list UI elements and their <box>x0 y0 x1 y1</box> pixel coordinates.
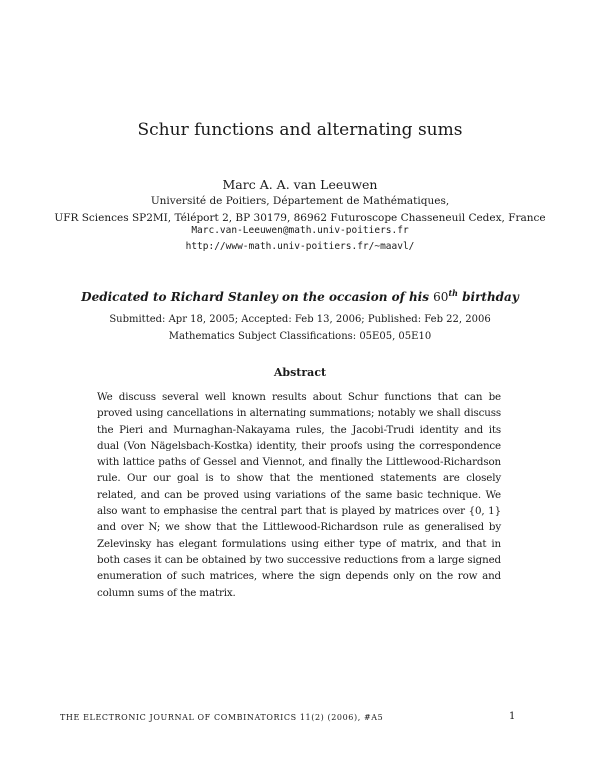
abstract-body: We discuss several well known results about Schur functions that can be proved using cancellations in alternating summations; notably we shall discuss the Pieri and Murnaghan-Nakayama rules, the Jacobi-Trudi identity and its dual (Von Nägelsbach-Kostka) identity, their proofs using the correspondence with lattice paths of Gessel and Viennot, and finally the Littlewood-Richardson rule. Our our goal is to show that the mentioned statements are closely related, and can be proved using variations of the same basic technique. We also want to emphasise the central part that is played by matrices over {0, 1} and over N; we show that the Littlewood-Richardson rule as generalised by Zelevinsky has elegant formulations using either type of matrix, and that in both cases it can be obtained by two successive reductions from a large signed enumeration of such matrices, where the sign depends only on the row and column sums of the matrix. <box>97 391 501 599</box>
author-url[interactable]: http://www-math.univ-poitiers.fr/~maavl/ <box>185 241 415 252</box>
abstract-heading: Abstract <box>273 366 327 379</box>
dedication-text: Dedicated to Richard Stanley on the occasion of his <box>81 290 434 304</box>
publication-dates: Submitted: Apr 18, 2005; Accepted: Feb 13, 2006; Published: Feb 22, 2006 <box>109 314 491 325</box>
subject-classifications: Mathematics Subject Classifications: 05E05, 05E10 <box>168 331 432 342</box>
dedication-number: 60 <box>433 290 449 304</box>
dedication <box>0 288 600 304</box>
dedication-text-end: birthday <box>457 290 519 304</box>
journal-footer: THE ELECTRONIC JOURNAL OF COMBINATORICS 11(2) (2006), #A5 <box>60 713 384 722</box>
paper-title: Schur functions and alternating sums <box>137 120 463 140</box>
dedication-superscript: th <box>448 288 458 298</box>
author-name: Marc A. A. van Leeuwen <box>222 177 378 192</box>
affiliation-line-2: UFR Sciences SP2MI, Téléport 2, BP 30179, 86962 Futuroscope Chasseneuil Cedex, France <box>54 212 546 224</box>
page-number: 1 <box>509 711 516 722</box>
affiliation-line-1: Université de Poitiers, Département de Mathématiques, <box>150 195 450 207</box>
author-email[interactable]: Marc.van-Leeuwen@math.univ-poitiers.fr <box>191 225 409 236</box>
